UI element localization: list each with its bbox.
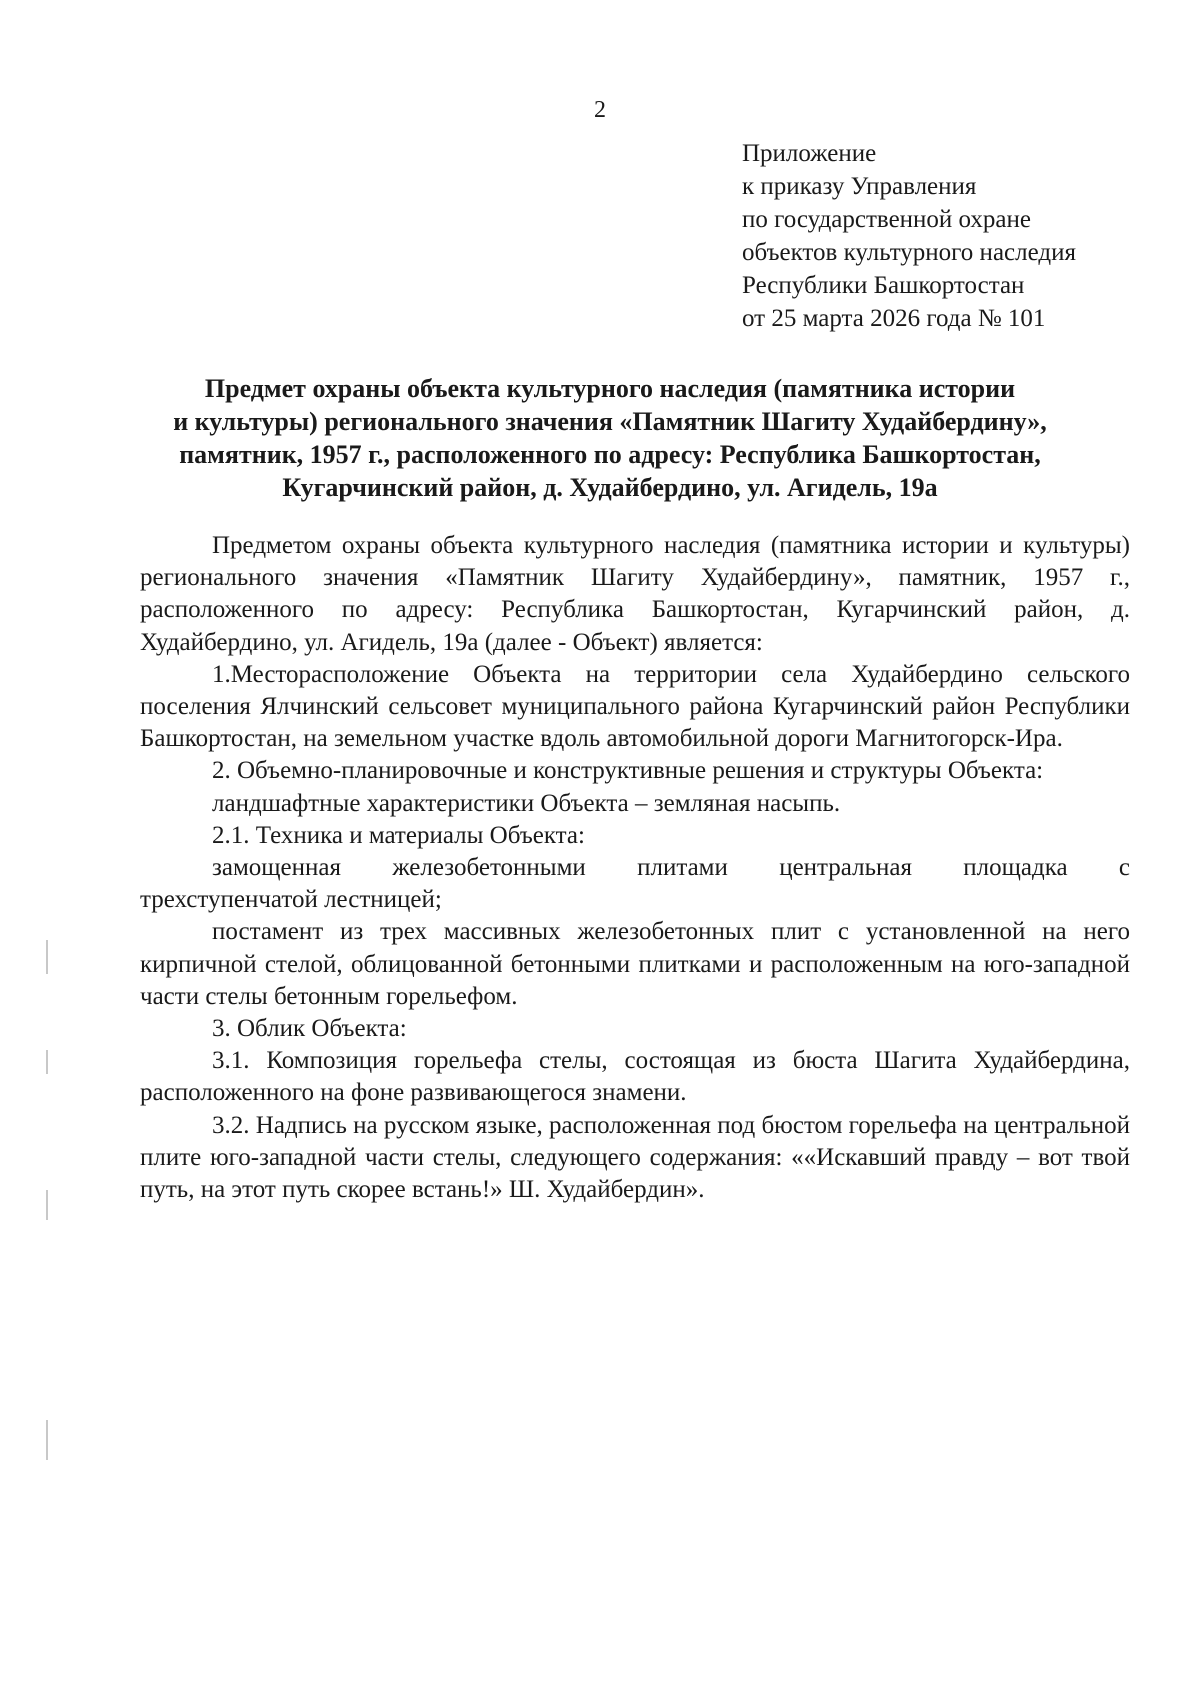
scan-mark [46, 1190, 48, 1220]
document-title [140, 372, 1080, 504]
item-2-text: ландшафтные характеристики Объекта – земляная насыпь. [212, 789, 841, 817]
item-2-1-a-continuation: трехступенчатой лестницей; [140, 886, 442, 914]
item-3-heading: 3. Облик Объекта: [212, 1015, 407, 1043]
scan-mark [46, 1420, 48, 1460]
page-number: 2 [594, 97, 606, 123]
title-line: памятник, 1957 г., расположенного по адресу: Республика Башкортостан, [179, 440, 1041, 469]
item-2-1-heading: 2.1. Техника и материалы Объекта: [212, 821, 585, 849]
item-2-heading: 2. Объемно-планировочные и конструктивные решения и структуры Объекта: [212, 757, 1044, 785]
title-line: Кугарчинский район, д. Худайбердино, ул. Агидель, 19а [282, 473, 938, 502]
item-2-1-b-paragraph: постамент из трех массивных железобетонных плит с установленной на него кирпичной стелой, облицованной бетонными плитками и расположенным на юго-западной части стелы бетонным горельефом. [140, 918, 1130, 1010]
item-2-1-a-line: замощенная железобетонными плитами центральная площадка с [212, 854, 1130, 882]
scan-mark [46, 1050, 48, 1074]
title-line: и культуры) регионального значения «Памятник Шагиту Худайбердину», [173, 407, 1047, 436]
scan-mark [46, 940, 48, 974]
item-3-1-paragraph: 3.1. Композиция горельефа стелы, состоящая из бюста Шагита Худайбердина, расположенного на фоне развивающегося знамени. [140, 1047, 1130, 1107]
appendix-line: Республики Башкортостан [742, 272, 1025, 299]
item-1-paragraph: 1.Месторасположение Объекта на территории села Худайбердино сельского поселения Ялчинский сельсовет муниципального района Кугарчинский район Республики Башкортостан, на земельном участке вдоль автомобильной дороги Магнитогорск-Ира. [140, 660, 1130, 753]
title-line: Предмет охраны объекта культурного наследия (памятника истории [204, 374, 1016, 403]
appendix-block [742, 137, 1162, 335]
scan-margin-marks [46, 940, 50, 1470]
intro-paragraph: Предметом охраны объекта культурного наследия (памятника истории и культуры) регионального значения «Памятник Шагиту Худайбердину», памятник, 1957 г., расположенного по адресу: Республика Башкортостан, Кугарчинский район, д. Худайбердино, ул. Агидель, 19а (далее - Объект) является: [140, 532, 1130, 656]
appendix-line: Приложение [742, 140, 877, 167]
document-body [140, 530, 1130, 1206]
appendix-line: объектов культурного наследия [742, 239, 1076, 266]
appendix-line: от 25 марта 2026 года № 101 [742, 305, 1046, 332]
item-3-2-paragraph: 3.2. Надпись на русском языке, расположенная под бюстом горельефа на центральной плите юго-западной части стелы, следующего содержания: ««Искавший правду – вот твой путь, на этот путь скорее встань!» Ш. Худайбердин». [140, 1111, 1130, 1204]
appendix-line: к приказу Управления [742, 173, 977, 200]
appendix-line: по государственной охране [742, 206, 1032, 233]
